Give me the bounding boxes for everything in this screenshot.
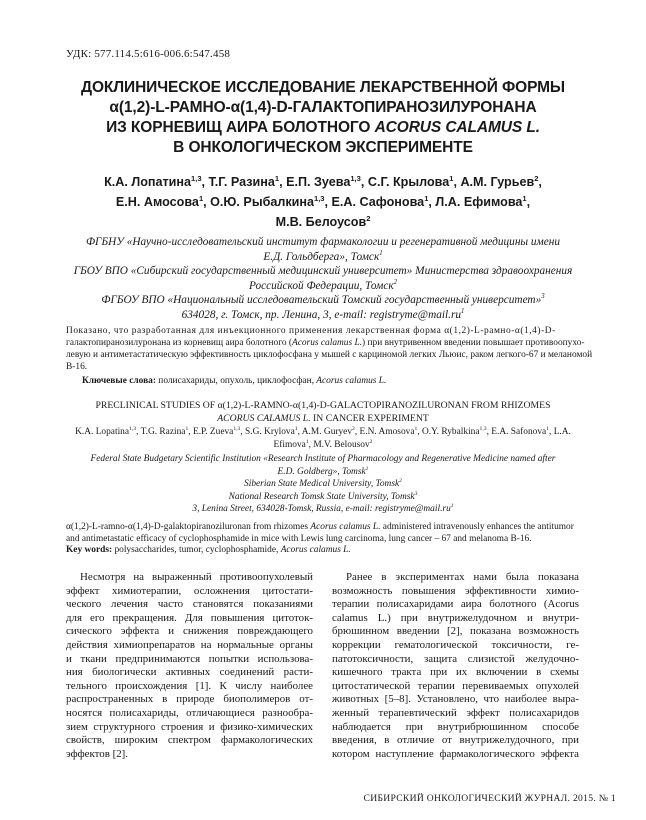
- author: Т.Г. Разина$^1$: [208, 173, 280, 189]
- authors-line: Е.Н. Амосова$^1$, О.Ю. Рыбалкина$^{1,3}$, Е.А. Сафонова$^1$, Л.А. Ефимова$^1$,: [115, 193, 531, 209]
- title-line: В ОНКОЛОГИЧЕСКОМ ЭКСПЕРИМЕНТЕ: [173, 139, 473, 156]
- affiliation-en-line: National Research Tomsk State University, Tomsk$^3$: [228, 490, 418, 502]
- title-text: ИЗ КОРНЕВИЩ АИРА БОЛОТНОГО: [106, 119, 375, 136]
- body-line: зием структурного строения и физико-химических: [66, 720, 313, 733]
- affiliation-line: ГБОУ ВПО «Сибирский государственный медицинский университет» Министерства здравоохранения: [73, 265, 573, 278]
- body-line: кишечного тракта при их включении в схемы: [332, 666, 579, 679]
- author: М.В. Белоусов$^2$: [275, 213, 371, 229]
- body-line: терапии полисахаридами аира болотного (Acorus: [332, 598, 579, 611]
- body-line: патотоксичности, защита слизистой желудочно-: [332, 652, 579, 665]
- authors-en-line: Efimova$^1$, M.V. Belousov$^2$: [273, 438, 373, 450]
- body-line: действия химиопрепаратов на нормальные органы: [66, 638, 313, 651]
- affiliation-en-line: E.D. Goldberg», Tomsk$^1$: [277, 465, 369, 477]
- abstract-ru: [66, 325, 596, 373]
- affiliations-ru: [20, 235, 626, 323]
- title-en-line: ACORUS CALAMUS L. IN CANCER EXPERIMENT: [217, 412, 429, 424]
- body-line: Несмотря на выраженный противоопухолевый: [80, 571, 313, 583]
- body-line: коррекции гематологической токсичности, ге-: [332, 638, 579, 651]
- body-line: эффект химиотерапии, осложнения цитостати-: [66, 584, 313, 597]
- author: Л.А. Ефимова$^1$: [435, 193, 527, 209]
- author: К.А. Лопатина$^{1,3}$: [104, 173, 202, 189]
- affiliation-en-line: Federal State Budgetary Scientific Institution «Research Institute of Pharmacology and Regenerative Medicine named after: [90, 454, 556, 464]
- affiliation-line: ФГБОУ ВПО «Национальный исследовательский Томский государственный университет»$^3$: [101, 293, 545, 307]
- abstract-line: Показано, что разработанная для инъекционного применения лекарственная форма α(1,2)-L-рамно-α(1,4)-D-: [66, 326, 556, 336]
- body-line: эффектов [2].: [66, 747, 128, 760]
- body-line: брюшинном введении [2], показана возможность: [332, 625, 579, 638]
- body-line: носятся полисахариды, отличающиеся разнообра-: [66, 706, 313, 719]
- keywords-en: Key words: polysaccharides, tumor, cyclophosphamide, Acorus calamus L.: [66, 545, 351, 555]
- affiliation-line: Е.Д. Гольдберга», Томск$^1$: [263, 249, 383, 263]
- body-line: для его прекращения. Для повышения цитоток-: [66, 611, 313, 624]
- author: С.Г. Крылова$^1$: [367, 173, 454, 189]
- affiliation-line: Российской Федерации, Томск$^2$: [248, 279, 398, 292]
- affiliation-line: 634028, г. Томск, пр. Ленина, 3, e-mail: $registryme@mail.ru^1$: [181, 308, 465, 321]
- body-line: введения, в отличие от внутрижелудочного, при: [332, 734, 579, 747]
- author: Е.Н. Амосова$^1$: [115, 193, 204, 209]
- affiliation-line: ФГБНУ «Научно-исследовательский институт фармакологии и регенеративной медицины имени: [85, 236, 561, 248]
- authors-line: К.А. Лопатина$^{1,3}$, Т.Г. Разина$^1$, Е.П. Зуева$^{1,3}$, С.Г. Крылова$^1$, А.М. Гурьев$^2$,: [104, 173, 542, 189]
- body-line: тельного происхождения [1]. К числу наиболее: [66, 679, 313, 692]
- body-line: и ткани предпринимаются попытки использова-: [66, 652, 313, 665]
- article-title-en: [40, 400, 606, 425]
- abstract-line: галактопиранозилуронана из корневищ аира болотного (Acorus calamus L.) при внутривенном введении повышает противоопухо-: [66, 338, 585, 348]
- title-line: [40, 118, 606, 138]
- abstract-line: В-16.: [66, 362, 88, 372]
- abstract-line: левую и антиметастатическую эффективность циклофосфана у мышей с карциномой легких Льюис, раком легкого-67 и меланомой: [66, 350, 593, 360]
- author: А.М. Гурьев$^2$: [460, 173, 539, 189]
- body-column-right: [332, 571, 579, 761]
- keywords-ru: Ключевые слова: полисахариды, опухоль, циклофосфан, Acorus calamus L.: [82, 376, 387, 386]
- body-line: свойств, широким спектром фармакологических: [66, 734, 313, 747]
- body-line: возможность повышения эффективности химио-: [332, 584, 579, 597]
- author: Е.А. Сафонова$^1$: [331, 193, 429, 209]
- udk-code: УДК: 577.114.5:616-006.6:547.458: [66, 48, 231, 60]
- body-line: животных [5–8]. Установлено, что наиболее выра-: [332, 693, 579, 706]
- body-column-left: [66, 571, 313, 761]
- body-line: сического эффекта и снижения повреждающего: [66, 625, 313, 638]
- authors-line: [40, 212, 606, 232]
- authors-en: [40, 426, 606, 451]
- body-line: женный терапевтический эффект полисахаридов: [332, 706, 579, 719]
- body-line: котором наступление фармакологического эффекта: [332, 747, 579, 760]
- body-line: распространенных в природе биополимеров от-: [66, 693, 313, 706]
- title-line: ДОКЛИНИЧЕСКОЕ ИССЛЕДОВАНИЕ ЛЕКАРСТВЕННОЙ ФОРМЫ: [81, 79, 565, 96]
- author: О.Ю. Рыбалкина$^{1,3}$: [210, 193, 325, 209]
- author: Е.П. Зуева$^{1,3}$: [286, 173, 361, 189]
- affiliation-en-line: Siberian State Medical University, Tomsk$^2$: [244, 478, 402, 490]
- abstract-en-line: α(1,2)-L-ramno-α(1,4)-D-galaktopiranozilurоnan from rhizomes Acorus calamus L. administered intravenously enhances the antitumor: [66, 522, 574, 532]
- body-line: цитостатической терапии перевиваемых опухолей: [332, 679, 579, 692]
- title-line: α(1,2)-L-РАМНО-α(1,4)-D-ГАЛАКТОПИРАНОЗИЛУРОНАНА: [109, 99, 537, 116]
- title-species: ACORUS CALAMUS L.: [374, 119, 540, 136]
- body-line: Ранее в экспериментах нами была показана: [346, 571, 579, 583]
- abstract-en-line: and antimetastatic efficacy of cyclophosphamide in mice with Lewis lung carcinoma, lung cancer – 67 and melanoma В-16.: [66, 534, 532, 544]
- body-line: ния биологически активных соединений расти-: [66, 666, 313, 679]
- body-line: calamus L.) при внутрижелудочном и внутри-: [332, 611, 579, 624]
- affiliations-en: [30, 453, 616, 516]
- affiliation-en-line: 3, Lenina Street, 634028-Tomsk, Russia, e-mail: $registryme@mail.ru^1$: [192, 503, 454, 515]
- journal-footer: СИБИРСКИЙ ОНКОЛОГИЧЕСКИЙ ЖУРНАЛ. 2015. № 1: [363, 793, 616, 804]
- body-line: ческого лечения часто становятся показаниями: [66, 598, 313, 611]
- body-line: наблюдается при внутрибрюшинном способе: [332, 720, 579, 733]
- title-en-line: PRECLINICAL STUDIES OF α(1,2)-L-RAMNO-α(1,4)-D-GALACTOPIRANOZILURONAN FROM RHIZOMES: [95, 400, 551, 411]
- abstract-en: [66, 521, 596, 545]
- authors-ru: [40, 172, 606, 232]
- authors-en-line: K.A. Lopatina$^{1,3}$, T.G. Razina$^1$, E.P. Zueva$^{1,3}$, S.G. Krylova$^1$, A.M. Guryev$^2$, E.N. Amosova$^1$, O.Y. Rybalkina$^{1,3}$, E.A. Safonova$^1$, L.A.: [75, 425, 571, 437]
- article-title-ru: [40, 78, 606, 158]
